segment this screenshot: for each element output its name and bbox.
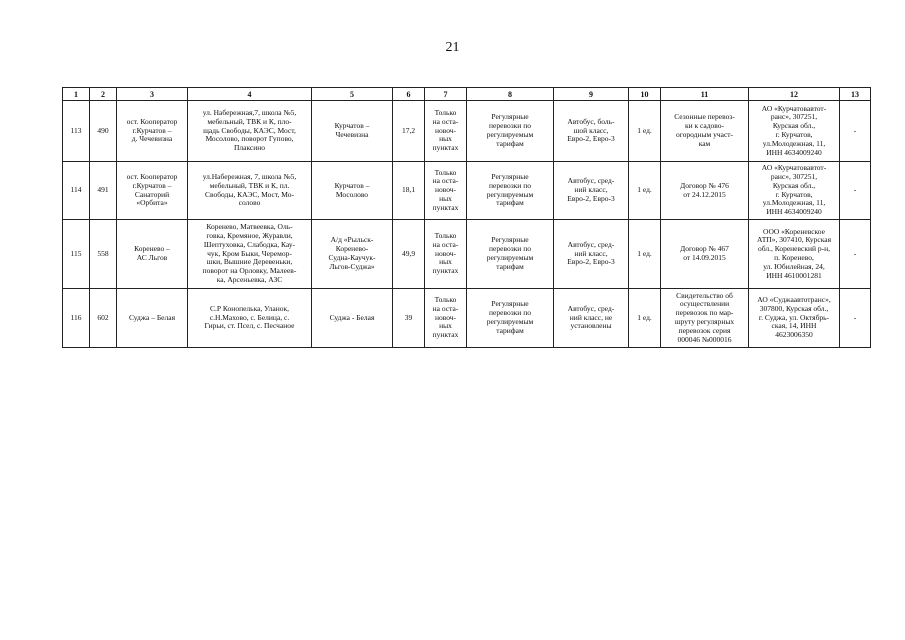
- cell-line: шой класс,: [573, 125, 609, 135]
- cell-line: тарифам: [496, 325, 524, 335]
- table-cell-col-5: [312, 101, 393, 162]
- table-cell-col-5: [312, 162, 393, 220]
- cell-line: перевозки по: [489, 180, 531, 190]
- cell-line: ИНН 4634009240: [766, 147, 822, 157]
- cell-line: ул. Юбилейная, 24,: [763, 261, 825, 271]
- cell-line: АО «Курчатовавтот-: [761, 163, 827, 173]
- cell-line: АТП», 307410, Курская: [756, 235, 832, 245]
- cell-line: осуществлении: [679, 299, 730, 309]
- cell-line: 000046 №000016: [677, 334, 732, 344]
- header-cell-12: 12: [749, 88, 840, 101]
- cell-line: регулируемым: [486, 130, 534, 139]
- cell-line: Коренево –: [134, 244, 170, 254]
- table-cell-col-9: [554, 162, 629, 220]
- table-cell-col-4: [188, 220, 312, 289]
- cell-line: Мосолово: [335, 189, 369, 199]
- cell-line: новоч-: [434, 125, 457, 135]
- cell-line: г. Курчатов,: [775, 130, 813, 139]
- cell-line: 116: [70, 312, 82, 322]
- cell-line: А/д «Рыльск-: [330, 235, 374, 245]
- cell-line: шруту регулярных: [674, 317, 735, 326]
- table-cell-col-12: [749, 101, 840, 162]
- cell-line: пунктах: [432, 330, 459, 340]
- table-cell-col-9: [554, 101, 629, 162]
- cell-line: 39: [404, 312, 413, 322]
- table-cell-col-6: [393, 220, 425, 289]
- cell-line: п. Коренево,: [774, 253, 814, 262]
- cell-line: от 14.09.2015: [683, 253, 726, 262]
- cell-line: Коренево, Матвеевка, Оль-: [206, 222, 293, 232]
- cell-line: ост. Кооператор: [126, 116, 178, 126]
- cell-line: ных: [439, 134, 452, 144]
- cell-line: новоч-: [434, 248, 457, 258]
- cell-line: Автобус, боль-: [567, 116, 615, 126]
- cell-line: перевозки по: [489, 308, 531, 318]
- header-cell-10: 10: [629, 88, 661, 101]
- cell-line: Чечевизна: [335, 130, 369, 139]
- cell-line: ост. Кооператор: [126, 171, 178, 181]
- cell-line: -: [853, 125, 857, 135]
- cell-line: регулируемым: [486, 253, 534, 262]
- cell-line: Шептуховка, Слабодка, Кау-: [203, 239, 296, 249]
- table-cell-col-10: [629, 289, 661, 348]
- cell-line: на оста-: [432, 303, 459, 313]
- table-cell-col-8: [467, 289, 554, 348]
- cell-line: ул.Молодежная, 11,: [762, 138, 826, 148]
- cell-line: чук, Кром Быки, Черемор-: [207, 248, 292, 258]
- cell-line: обл., Кореневский р-н,: [757, 244, 831, 254]
- cell-line: перевозки по: [489, 121, 531, 131]
- table-cell-col-13: [840, 220, 871, 289]
- cell-line: Санаторий: [134, 189, 170, 199]
- cell-line: Только: [434, 231, 457, 240]
- cell-line: с.Н.Махово, с. Белица, с.: [209, 312, 290, 322]
- table-cell-col-7: [425, 289, 467, 348]
- cell-line: 114: [70, 185, 82, 195]
- cell-line: 49,9: [401, 248, 416, 258]
- cell-line: Сезонные перевоз-: [674, 112, 735, 122]
- cell-line: Курская обл.,: [772, 121, 816, 131]
- table-cell-col-6: [393, 289, 425, 348]
- cell-line: 558: [97, 248, 109, 258]
- table-cell-col-12: [749, 220, 840, 289]
- table-cell-col-2: [90, 220, 117, 289]
- table-cell-col-4: [188, 101, 312, 162]
- cell-line: Свободы, КАЭС, Мост, Мо-: [204, 189, 295, 199]
- table-cell-col-3: [117, 162, 188, 220]
- cell-line: Только: [434, 167, 457, 177]
- cell-line: 4623006350: [775, 330, 813, 340]
- table-cell-col-7: [425, 101, 467, 162]
- table-cell-col-1: [63, 289, 90, 348]
- cell-line: регулируемым: [486, 317, 534, 326]
- cell-line: Суджа - Белая: [329, 312, 375, 322]
- cell-line: ка, Арсеньевка, АЗС: [216, 274, 283, 284]
- cell-line: Автобус, сред-: [567, 303, 615, 313]
- cell-line: ИНН 4610001281: [766, 270, 822, 280]
- table-cell-col-3: [117, 220, 188, 289]
- cell-line: пунктах: [432, 202, 459, 212]
- table-cell-col-1: [63, 220, 90, 289]
- table-cell-col-12: [749, 162, 840, 220]
- cell-line: Автобус, сред-: [567, 176, 615, 186]
- cell-line: 113: [70, 125, 82, 135]
- cell-line: Гирьи, ст. Псел, с. Песчаное: [204, 321, 295, 331]
- cell-line: ранс», 307251,: [770, 171, 818, 181]
- cell-line: Регулярные: [491, 171, 529, 181]
- cell-line: Судна-Каучук-: [328, 253, 376, 262]
- cell-line: тарифам: [496, 138, 524, 148]
- cell-line: 18,1: [401, 185, 416, 195]
- cell-line: Евро-2, Евро-3: [567, 134, 615, 144]
- cell-line: ных: [439, 193, 452, 203]
- cell-line: Коренево-: [335, 244, 369, 254]
- cell-line: Договор № 476: [680, 180, 729, 190]
- table-cell-col-8: [467, 220, 554, 289]
- cell-line: 17,2: [401, 125, 416, 135]
- header-cell-11: 11: [661, 88, 749, 101]
- cell-line: ний класс,: [574, 248, 608, 258]
- cell-line: 115: [70, 248, 82, 258]
- cell-line: перевозки по: [489, 244, 531, 254]
- cell-line: ул. Набережная,7, школа №5,: [202, 108, 297, 117]
- table-body: [63, 101, 871, 348]
- table-cell-col-11: [661, 220, 749, 289]
- header-cell-8: 8: [467, 88, 554, 101]
- table-row: [63, 289, 871, 348]
- cell-line: Евро-2, Евро-3: [567, 193, 615, 203]
- cell-line: Курская обл.,: [772, 180, 816, 190]
- cell-line: перевозок по мар-: [675, 308, 734, 318]
- cell-line: поворот на Орловку, Малеев-: [202, 266, 297, 276]
- cell-line: ООО «Кореневское: [763, 226, 825, 236]
- cell-line: ИНН 4634009240: [766, 207, 822, 217]
- table-cell-col-8: [467, 162, 554, 220]
- cell-line: пунктах: [432, 266, 459, 276]
- cell-line: АО «Курчатовавтот-: [761, 103, 827, 113]
- table-row: [63, 101, 871, 162]
- cell-line: установлены: [570, 321, 612, 331]
- header-row: [63, 88, 871, 101]
- table-cell-col-1: [63, 162, 90, 220]
- header-cell-3: 3: [117, 88, 188, 101]
- cell-line: Автобус, сред-: [567, 239, 615, 249]
- header-cell-1: 1: [63, 88, 90, 101]
- header-cell-13: 13: [840, 88, 871, 101]
- cell-line: Регулярные: [491, 299, 529, 309]
- table-cell-col-5: [312, 289, 393, 348]
- cell-line: г. Курчатов,: [775, 189, 813, 199]
- cell-line: кам: [698, 138, 711, 148]
- cell-line: «Орбита»: [136, 198, 168, 208]
- table-cell-col-7: [425, 162, 467, 220]
- cell-line: Только: [434, 108, 457, 117]
- routes-table: [62, 87, 871, 348]
- table-cell-col-11: [661, 162, 749, 220]
- table-cell-col-8: [467, 101, 554, 162]
- cell-line: на оста-: [432, 239, 459, 249]
- header-cell-6: 6: [393, 88, 425, 101]
- table-cell-col-11: [661, 101, 749, 162]
- cell-line: г.Курчатов –: [132, 125, 172, 135]
- table-cell-col-11: [661, 289, 749, 348]
- cell-line: ская, 14, ИНН: [771, 321, 817, 331]
- table-row: [63, 220, 871, 289]
- table-cell-col-5: [312, 220, 393, 289]
- cell-line: регулируемым: [486, 189, 534, 199]
- table-row: [63, 162, 871, 220]
- cell-line: щадь Свободы, КАЭС, Мост,: [203, 125, 296, 135]
- cell-line: Только: [434, 295, 457, 304]
- cell-line: мебельный, ТВК и К, пло-: [207, 116, 292, 126]
- cell-line: 490: [97, 125, 109, 135]
- table-cell-col-10: [629, 220, 661, 289]
- table-cell-col-2: [90, 101, 117, 162]
- cell-line: 1 ед.: [637, 185, 652, 195]
- cell-line: С.Р Конопелька, Уланок,: [210, 303, 289, 313]
- cell-line: шки, Вышние Деревеньки,: [206, 257, 293, 267]
- cell-line: пунктах: [432, 143, 459, 153]
- cell-line: Регулярные: [491, 235, 529, 245]
- cell-line: д. Чечевизна: [131, 134, 173, 144]
- table-cell-col-2: [90, 162, 117, 220]
- cell-line: Договор № 467: [680, 244, 729, 254]
- cell-line: 491: [97, 185, 109, 195]
- cell-line: на оста-: [432, 116, 459, 126]
- cell-line: Курчатов –: [334, 121, 370, 131]
- page-number: 21: [445, 40, 460, 55]
- cell-line: АС Льгов: [136, 253, 168, 262]
- cell-line: ки к садово-: [684, 121, 725, 131]
- cell-line: мебельный, ТВК и К, пл.: [209, 180, 290, 190]
- cell-line: АО «Суджаавтотранс»,: [757, 295, 831, 304]
- cell-line: -: [853, 185, 857, 195]
- cell-line: говка, Кремяное, Журавли,: [206, 231, 293, 240]
- table-cell-col-13: [840, 101, 871, 162]
- table-cell-col-4: [188, 162, 312, 220]
- cell-line: Регулярные: [491, 112, 529, 122]
- cell-line: Плаксино: [233, 143, 266, 153]
- cell-line: ул.Набережная, 7, школа №5,: [202, 171, 297, 181]
- table-cell-col-1: [63, 101, 90, 162]
- table-cell-col-7: [425, 220, 467, 289]
- cell-line: перевозок серия: [678, 325, 731, 335]
- cell-line: ний класс, не: [569, 312, 613, 322]
- cell-line: Свидетельство об: [676, 290, 733, 300]
- cell-line: на оста-: [432, 176, 459, 186]
- cell-line: тарифам: [496, 261, 524, 271]
- cell-line: г.Курчатов –: [132, 180, 172, 190]
- cell-line: ранс», 307251,: [770, 112, 818, 122]
- table-cell-col-2: [90, 289, 117, 348]
- cell-line: Суджа – Белая: [128, 312, 176, 322]
- cell-line: -: [853, 248, 857, 258]
- table-cell-col-3: [117, 101, 188, 162]
- header-cell-2: 2: [90, 88, 117, 101]
- cell-line: 1 ед.: [637, 248, 652, 258]
- table-cell-col-13: [840, 289, 871, 348]
- cell-line: Курчатов –: [334, 180, 370, 190]
- table-cell-col-13: [840, 162, 871, 220]
- table-cell-col-4: [188, 289, 312, 348]
- table-cell-col-12: [749, 289, 840, 348]
- table-cell-col-6: [393, 162, 425, 220]
- header-cell-5: 5: [312, 88, 393, 101]
- cell-line: ных: [439, 321, 452, 331]
- table-cell-col-9: [554, 220, 629, 289]
- cell-line: 307800, Курская обл.,: [759, 303, 829, 313]
- header-cell-9: 9: [554, 88, 629, 101]
- cell-line: 602: [97, 312, 109, 322]
- header-cell-4: 4: [188, 88, 312, 101]
- cell-line: тарифам: [496, 198, 524, 208]
- cell-line: -: [853, 312, 857, 322]
- cell-line: от 24.12.2015: [683, 189, 726, 199]
- table-cell-col-10: [629, 162, 661, 220]
- cell-line: новоч-: [434, 312, 457, 322]
- cell-line: Льгов-Суджа»: [329, 261, 375, 271]
- cell-line: 1 ед.: [637, 125, 652, 135]
- header-cell-7: 7: [425, 88, 467, 101]
- cell-line: ул.Молодежная, 11,: [762, 198, 826, 208]
- table-cell-col-6: [393, 101, 425, 162]
- cell-line: г. Суджа, ул. Октябрь-: [758, 312, 830, 322]
- cell-line: 1 ед.: [637, 312, 652, 322]
- cell-line: ных: [439, 257, 452, 267]
- cell-line: солово: [238, 198, 261, 208]
- cell-line: Мосолово, поворот Гупово,: [205, 134, 294, 144]
- cell-line: новоч-: [434, 185, 457, 195]
- cell-line: огородным участ-: [675, 130, 734, 139]
- table-cell-col-9: [554, 289, 629, 348]
- cell-line: ний класс,: [574, 185, 608, 195]
- table-cell-col-3: [117, 289, 188, 348]
- table-cell-col-10: [629, 101, 661, 162]
- cell-line: Евро-2, Евро-3: [567, 257, 615, 267]
